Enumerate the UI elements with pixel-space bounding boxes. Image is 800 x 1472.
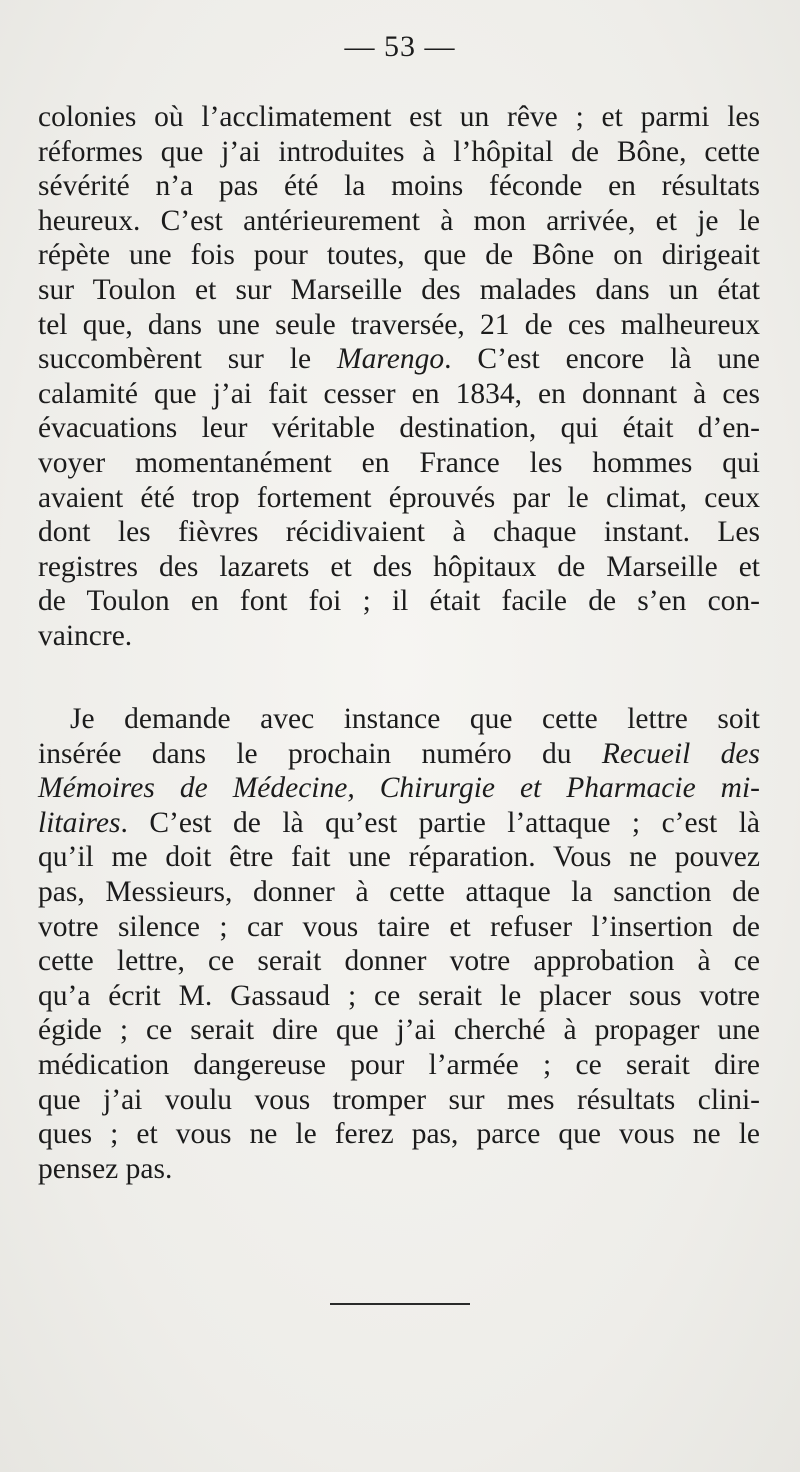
text-line: voyer momentanément en France les hommes qui [38,446,760,479]
line-segment: ques ; et vous ne le ferez pas, parce que vous ne le [38,1118,760,1151]
line-segment: qu’il me doit être fait une réparation. Vous ne pouvez [38,841,760,874]
section-end-rule [330,1303,470,1305]
text-line [38,875,760,910]
ship-name-italic: Marengo [337,343,445,376]
text-line: colonies où l’acclimatement est un rêve ; et parmi les [38,101,760,133]
line-segment: votre silence ; car vous taire et refuser l’insertion de [38,910,760,943]
text-line [38,702,760,737]
journal-title-italic: litaires [38,806,121,839]
journal-title-italic: Recueil des [601,737,760,770]
page-number: — 53 — [344,30,456,63]
line-segment: Je demande avec instance que cette lettre soit [70,703,760,735]
text-line [38,1013,760,1048]
text-line: réformes que j’ai introduites à l’hôpital de Bône, cette [38,135,760,168]
text-line: de Toulon en font foi ; il était facile de s’en con- [38,585,760,618]
line-segment: pas, Messieurs, donner à cette attaque la sanction de [38,875,760,908]
journal-title-italic: Mémoires de Médecine, Chirurgie et Pharmacie mi- [38,772,760,805]
text-line: sur Toulon et sur Marseille des malades dans un état [38,273,760,306]
line-segment: que j’ai voulu vous tromper sur mes résultats clini- [38,1083,760,1116]
text-line: heureux. C’est antérieurement à mon arrivée, et je le [38,204,760,237]
line-segment: . C’est encore là une [444,343,760,376]
text-line [38,840,760,875]
text-line [38,944,760,979]
line-segment: cette lettre, ce serait donner votre approbation à ce [38,945,760,978]
line-segment: insérée dans le prochain numéro du [38,737,602,770]
paragraph-2 [38,702,760,1186]
text-line: calamité que j’ai fait cesser en 1834, en donnant à ces [38,377,760,410]
text-line [38,1152,760,1187]
text-line: vaincre. [38,619,133,652]
text-line: tel que, dans une seule traversée, 21 de ces malheureux [38,308,760,341]
line-segment: égide ; ce serait dire que j’ai cherché à propager une [38,1014,760,1047]
text-line [38,1048,760,1083]
line-segment: succombèrent sur le [38,343,338,376]
text-line [38,910,760,945]
line-segment: médication dangereuse pour l’armée ; ce serait dire [38,1048,760,1081]
text-line: sévérité n’a pas été la moins féconde en résultats [38,170,760,203]
text-line: évacuations leur véritable destination, qui était d’en- [38,412,760,445]
text-line: avaient été trop fortement éprouvés par le climat, ceux [38,481,760,514]
text-line [38,342,760,377]
text-line [38,737,760,772]
text-line [38,771,760,806]
text-line: dont les fièvres récidivaient à chaque instant. Les [38,516,760,549]
text-line: répète une fois pour toutes, que de Bône on dirigeait [38,239,760,272]
line-segment: . C’est de là qu’est partie l’attaque ; c’est là [120,806,760,839]
text-line [38,1083,760,1118]
text-line [38,979,760,1014]
paragraph-1 [38,100,760,654]
text-line [38,806,760,841]
text-line: registres des lazarets et des hôpitaux de Marseille et [38,550,760,583]
line-segment: pensez pas. [38,1152,173,1185]
line-segment: qu’a écrit M. Gassaud ; ce serait le placer sous votre [38,979,760,1012]
text-line [38,1117,760,1152]
